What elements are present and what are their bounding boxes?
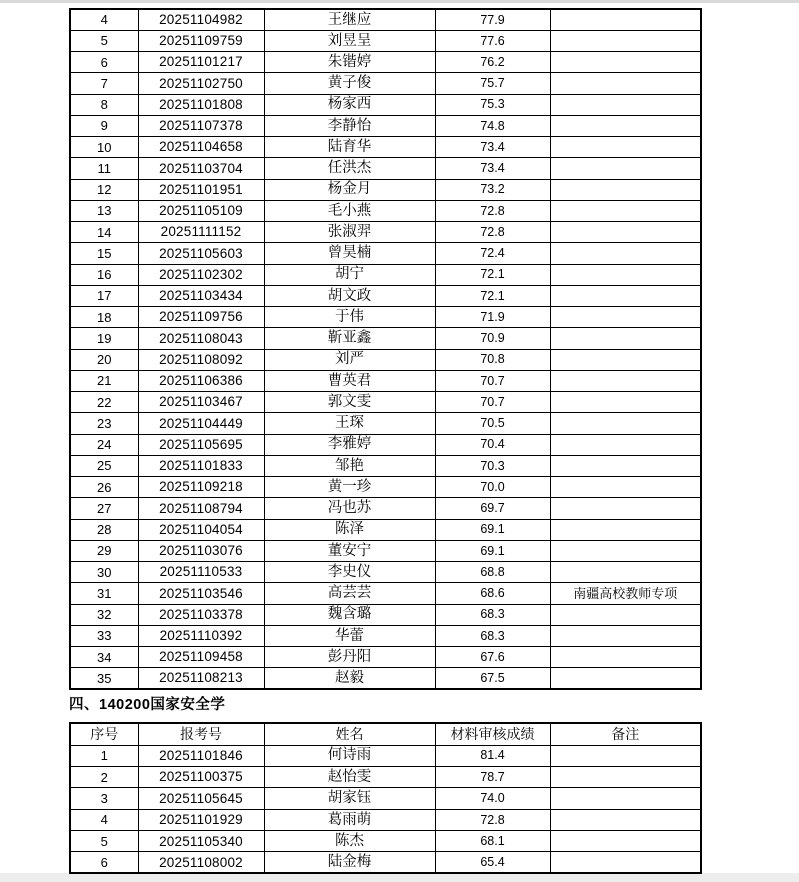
cell-serial: 15 bbox=[70, 243, 138, 264]
table-row bbox=[70, 370, 701, 391]
cell-remark bbox=[550, 562, 701, 583]
cell-remark bbox=[550, 809, 701, 830]
cell-name: 何诗雨 bbox=[264, 745, 435, 766]
cell-serial: 7 bbox=[70, 73, 138, 94]
cell-remark: 南疆高校教师专项 bbox=[550, 583, 701, 604]
cell-score: 77.6 bbox=[435, 30, 550, 51]
cell-remark bbox=[550, 222, 701, 243]
cell-score: 72.8 bbox=[435, 222, 550, 243]
table-row bbox=[70, 583, 701, 604]
cell-name: 刘昱呈 bbox=[264, 30, 435, 51]
cell-remark bbox=[550, 115, 701, 136]
cell-applicant-id: 20251100375 bbox=[138, 766, 264, 787]
cell-applicant-id: 20251111152 bbox=[138, 222, 264, 243]
table-row bbox=[70, 625, 701, 646]
cell-remark bbox=[550, 137, 701, 158]
cell-score: 70.3 bbox=[435, 455, 550, 476]
cell-name: 黄子俊 bbox=[264, 73, 435, 94]
cell-serial: 5 bbox=[70, 30, 138, 51]
cell-score: 72.4 bbox=[435, 243, 550, 264]
table-row bbox=[70, 179, 701, 200]
cell-remark bbox=[550, 519, 701, 540]
cell-remark bbox=[550, 30, 701, 51]
cell-serial: 26 bbox=[70, 477, 138, 498]
cell-remark bbox=[550, 349, 701, 370]
cell-applicant-id: 20251101951 bbox=[138, 179, 264, 200]
col-header-score: 材料审核成绩 bbox=[435, 723, 550, 745]
cell-name: 陆育华 bbox=[264, 137, 435, 158]
cell-applicant-id: 20251103704 bbox=[138, 158, 264, 179]
cell-serial: 22 bbox=[70, 392, 138, 413]
table-header-row bbox=[70, 723, 701, 745]
table-row bbox=[70, 243, 701, 264]
page-bottom-edge bbox=[0, 873, 799, 882]
cell-score: 68.3 bbox=[435, 604, 550, 625]
cell-remark bbox=[550, 73, 701, 94]
cell-remark bbox=[550, 668, 701, 689]
table-row bbox=[70, 647, 701, 668]
cell-serial: 11 bbox=[70, 158, 138, 179]
cell-serial: 2 bbox=[70, 766, 138, 787]
cell-name: 曹英君 bbox=[264, 370, 435, 391]
cell-score: 73.4 bbox=[435, 137, 550, 158]
cell-score: 71.9 bbox=[435, 307, 550, 328]
cell-applicant-id: 20251108794 bbox=[138, 498, 264, 519]
cell-name: 杨家西 bbox=[264, 94, 435, 115]
cell-serial: 6 bbox=[70, 852, 138, 873]
cell-serial: 33 bbox=[70, 625, 138, 646]
cell-remark bbox=[550, 434, 701, 455]
cell-remark bbox=[550, 852, 701, 873]
cell-applicant-id: 20251104054 bbox=[138, 519, 264, 540]
cell-remark bbox=[550, 766, 701, 787]
cell-score: 72.1 bbox=[435, 264, 550, 285]
table-row bbox=[70, 540, 701, 561]
cell-name: 毛小燕 bbox=[264, 200, 435, 221]
table-row bbox=[70, 434, 701, 455]
col-header-remark: 备注 bbox=[550, 723, 701, 745]
cell-serial: 30 bbox=[70, 562, 138, 583]
cell-score: 73.2 bbox=[435, 179, 550, 200]
cell-score: 75.3 bbox=[435, 94, 550, 115]
table-row bbox=[70, 745, 701, 766]
cell-name: 华蕾 bbox=[264, 625, 435, 646]
cell-remark bbox=[550, 788, 701, 809]
table-row bbox=[70, 30, 701, 51]
table-row bbox=[70, 73, 701, 94]
cell-name: 张淑羿 bbox=[264, 222, 435, 243]
cell-serial: 32 bbox=[70, 604, 138, 625]
table-row bbox=[70, 285, 701, 306]
cell-serial: 9 bbox=[70, 115, 138, 136]
table-row bbox=[70, 477, 701, 498]
cell-serial: 4 bbox=[70, 809, 138, 830]
cell-applicant-id: 20251109218 bbox=[138, 477, 264, 498]
page-top-edge bbox=[0, 0, 799, 3]
cell-name: 赵毅 bbox=[264, 668, 435, 689]
cell-applicant-id: 20251103076 bbox=[138, 540, 264, 561]
cell-serial: 16 bbox=[70, 264, 138, 285]
cell-score: 68.6 bbox=[435, 583, 550, 604]
cell-applicant-id: 20251110533 bbox=[138, 562, 264, 583]
table-row bbox=[70, 200, 701, 221]
table-row bbox=[70, 94, 701, 115]
table-row bbox=[70, 562, 701, 583]
cell-remark bbox=[550, 540, 701, 561]
cell-name: 任洪杰 bbox=[264, 158, 435, 179]
cell-score: 70.8 bbox=[435, 349, 550, 370]
cell-applicant-id: 20251103467 bbox=[138, 392, 264, 413]
cell-score: 70.0 bbox=[435, 477, 550, 498]
cell-remark bbox=[550, 9, 701, 30]
table-row bbox=[70, 413, 701, 434]
cell-score: 81.4 bbox=[435, 745, 550, 766]
cell-name: 王琛 bbox=[264, 413, 435, 434]
cell-name: 李史仪 bbox=[264, 562, 435, 583]
cell-name: 胡家钰 bbox=[264, 788, 435, 809]
score-table-140200 bbox=[69, 722, 702, 874]
table-row bbox=[70, 137, 701, 158]
table-row bbox=[70, 392, 701, 413]
table-row bbox=[70, 307, 701, 328]
cell-remark bbox=[550, 625, 701, 646]
cell-remark bbox=[550, 392, 701, 413]
cell-name: 李静怡 bbox=[264, 115, 435, 136]
cell-name: 靳亚鑫 bbox=[264, 328, 435, 349]
cell-applicant-id: 20251105109 bbox=[138, 200, 264, 221]
cell-name: 赵怡雯 bbox=[264, 766, 435, 787]
table-row bbox=[70, 52, 701, 73]
cell-name: 郭文雯 bbox=[264, 392, 435, 413]
cell-serial: 20 bbox=[70, 349, 138, 370]
cell-name: 朱锴婷 bbox=[264, 52, 435, 73]
cell-applicant-id: 20251101808 bbox=[138, 94, 264, 115]
cell-score: 76.2 bbox=[435, 52, 550, 73]
table-row bbox=[70, 766, 701, 787]
cell-score: 70.7 bbox=[435, 392, 550, 413]
cell-name: 高芸芸 bbox=[264, 583, 435, 604]
table-row bbox=[70, 498, 701, 519]
cell-serial: 21 bbox=[70, 370, 138, 391]
cell-score: 70.7 bbox=[435, 370, 550, 391]
cell-remark bbox=[550, 52, 701, 73]
cell-applicant-id: 20251105603 bbox=[138, 243, 264, 264]
cell-serial: 29 bbox=[70, 540, 138, 561]
cell-score: 75.7 bbox=[435, 73, 550, 94]
table-row bbox=[70, 788, 701, 809]
cell-applicant-id: 20251108213 bbox=[138, 668, 264, 689]
table-row bbox=[70, 222, 701, 243]
cell-name: 魏含璐 bbox=[264, 604, 435, 625]
cell-serial: 18 bbox=[70, 307, 138, 328]
cell-serial: 12 bbox=[70, 179, 138, 200]
table-row bbox=[70, 852, 701, 873]
cell-remark bbox=[550, 264, 701, 285]
cell-applicant-id: 20251105645 bbox=[138, 788, 264, 809]
cell-name: 陈杰 bbox=[264, 831, 435, 852]
cell-applicant-id: 20251103378 bbox=[138, 604, 264, 625]
table-row bbox=[70, 264, 701, 285]
cell-remark bbox=[550, 413, 701, 434]
cell-score: 74.0 bbox=[435, 788, 550, 809]
cell-score: 77.9 bbox=[435, 9, 550, 30]
cell-applicant-id: 20251108002 bbox=[138, 852, 264, 873]
cell-score: 70.5 bbox=[435, 413, 550, 434]
cell-applicant-id: 20251103434 bbox=[138, 285, 264, 306]
cell-name: 黄一珍 bbox=[264, 477, 435, 498]
cell-applicant-id: 20251102302 bbox=[138, 264, 264, 285]
cell-name: 邹艳 bbox=[264, 455, 435, 476]
cell-name: 胡文政 bbox=[264, 285, 435, 306]
cell-serial: 23 bbox=[70, 413, 138, 434]
cell-serial: 27 bbox=[70, 498, 138, 519]
table-row bbox=[70, 604, 701, 625]
col-header-name: 姓名 bbox=[264, 723, 435, 745]
cell-serial: 5 bbox=[70, 831, 138, 852]
cell-remark bbox=[550, 307, 701, 328]
cell-serial: 25 bbox=[70, 455, 138, 476]
cell-name: 李雅婷 bbox=[264, 434, 435, 455]
cell-score: 73.4 bbox=[435, 158, 550, 179]
cell-score: 68.8 bbox=[435, 562, 550, 583]
cell-applicant-id: 20251109759 bbox=[138, 30, 264, 51]
cell-score: 72.8 bbox=[435, 809, 550, 830]
cell-serial: 19 bbox=[70, 328, 138, 349]
cell-applicant-id: 20251104982 bbox=[138, 9, 264, 30]
cell-serial: 3 bbox=[70, 788, 138, 809]
cell-applicant-id: 20251102750 bbox=[138, 73, 264, 94]
table-row bbox=[70, 115, 701, 136]
cell-applicant-id: 20251106386 bbox=[138, 370, 264, 391]
cell-remark bbox=[550, 328, 701, 349]
cell-applicant-id: 20251105340 bbox=[138, 831, 264, 852]
cell-remark bbox=[550, 179, 701, 200]
cell-applicant-id: 20251101929 bbox=[138, 809, 264, 830]
cell-score: 78.7 bbox=[435, 766, 550, 787]
cell-name: 葛雨萌 bbox=[264, 809, 435, 830]
cell-score: 69.7 bbox=[435, 498, 550, 519]
cell-score: 69.1 bbox=[435, 519, 550, 540]
cell-score: 68.3 bbox=[435, 625, 550, 646]
cell-name: 曾昊楠 bbox=[264, 243, 435, 264]
cell-applicant-id: 20251101846 bbox=[138, 745, 264, 766]
table-row bbox=[70, 668, 701, 689]
cell-applicant-id: 20251108092 bbox=[138, 349, 264, 370]
cell-remark bbox=[550, 745, 701, 766]
cell-score: 67.6 bbox=[435, 647, 550, 668]
cell-score: 70.4 bbox=[435, 434, 550, 455]
cell-remark bbox=[550, 158, 701, 179]
cell-name: 胡宁 bbox=[264, 264, 435, 285]
cell-applicant-id: 20251101217 bbox=[138, 52, 264, 73]
table-row bbox=[70, 328, 701, 349]
cell-applicant-id: 20251104658 bbox=[138, 137, 264, 158]
cell-serial: 10 bbox=[70, 137, 138, 158]
cell-applicant-id: 20251107378 bbox=[138, 115, 264, 136]
cell-remark bbox=[550, 604, 701, 625]
cell-score: 69.1 bbox=[435, 540, 550, 561]
cell-name: 彭丹阳 bbox=[264, 647, 435, 668]
cell-name: 杨金月 bbox=[264, 179, 435, 200]
cell-remark bbox=[550, 243, 701, 264]
col-header-applicant-id: 报考号 bbox=[138, 723, 264, 745]
cell-serial: 6 bbox=[70, 52, 138, 73]
cell-serial: 13 bbox=[70, 200, 138, 221]
col-header-serial: 序号 bbox=[70, 723, 138, 745]
table-row bbox=[70, 349, 701, 370]
cell-applicant-id: 20251108043 bbox=[138, 328, 264, 349]
cell-serial: 34 bbox=[70, 647, 138, 668]
cell-serial: 4 bbox=[70, 9, 138, 30]
table-row bbox=[70, 9, 701, 30]
cell-name: 于伟 bbox=[264, 307, 435, 328]
cell-score: 70.9 bbox=[435, 328, 550, 349]
cell-score: 72.8 bbox=[435, 200, 550, 221]
table-row bbox=[70, 831, 701, 852]
cell-serial: 8 bbox=[70, 94, 138, 115]
cell-remark bbox=[550, 831, 701, 852]
cell-remark bbox=[550, 455, 701, 476]
table-row bbox=[70, 809, 701, 830]
cell-applicant-id: 20251104449 bbox=[138, 413, 264, 434]
cell-remark bbox=[550, 647, 701, 668]
cell-applicant-id: 20251110392 bbox=[138, 625, 264, 646]
cell-serial: 1 bbox=[70, 745, 138, 766]
section-heading: 四、140200国家安全学 bbox=[69, 697, 226, 713]
cell-remark bbox=[550, 285, 701, 306]
cell-applicant-id: 20251109458 bbox=[138, 647, 264, 668]
cell-serial: 17 bbox=[70, 285, 138, 306]
cell-score: 67.5 bbox=[435, 668, 550, 689]
cell-serial: 24 bbox=[70, 434, 138, 455]
cell-name: 刘严 bbox=[264, 349, 435, 370]
cell-name: 陆金梅 bbox=[264, 852, 435, 873]
cell-remark bbox=[550, 370, 701, 391]
cell-serial: 28 bbox=[70, 519, 138, 540]
cell-serial: 31 bbox=[70, 583, 138, 604]
cell-remark bbox=[550, 498, 701, 519]
cell-score: 72.1 bbox=[435, 285, 550, 306]
cell-applicant-id: 20251109756 bbox=[138, 307, 264, 328]
cell-remark bbox=[550, 200, 701, 221]
cell-serial: 35 bbox=[70, 668, 138, 689]
cell-name: 陈泽 bbox=[264, 519, 435, 540]
cell-name: 王继应 bbox=[264, 9, 435, 30]
table-row bbox=[70, 158, 701, 179]
cell-remark bbox=[550, 477, 701, 498]
score-table-continued bbox=[69, 8, 702, 690]
cell-name: 冯也苏 bbox=[264, 498, 435, 519]
table-row bbox=[70, 455, 701, 476]
cell-score: 68.1 bbox=[435, 831, 550, 852]
table-row bbox=[70, 519, 701, 540]
cell-serial: 14 bbox=[70, 222, 138, 243]
cell-applicant-id: 20251105695 bbox=[138, 434, 264, 455]
cell-score: 74.8 bbox=[435, 115, 550, 136]
cell-score: 65.4 bbox=[435, 852, 550, 873]
cell-applicant-id: 20251103546 bbox=[138, 583, 264, 604]
cell-remark bbox=[550, 94, 701, 115]
cell-applicant-id: 20251101833 bbox=[138, 455, 264, 476]
cell-name: 董安宁 bbox=[264, 540, 435, 561]
